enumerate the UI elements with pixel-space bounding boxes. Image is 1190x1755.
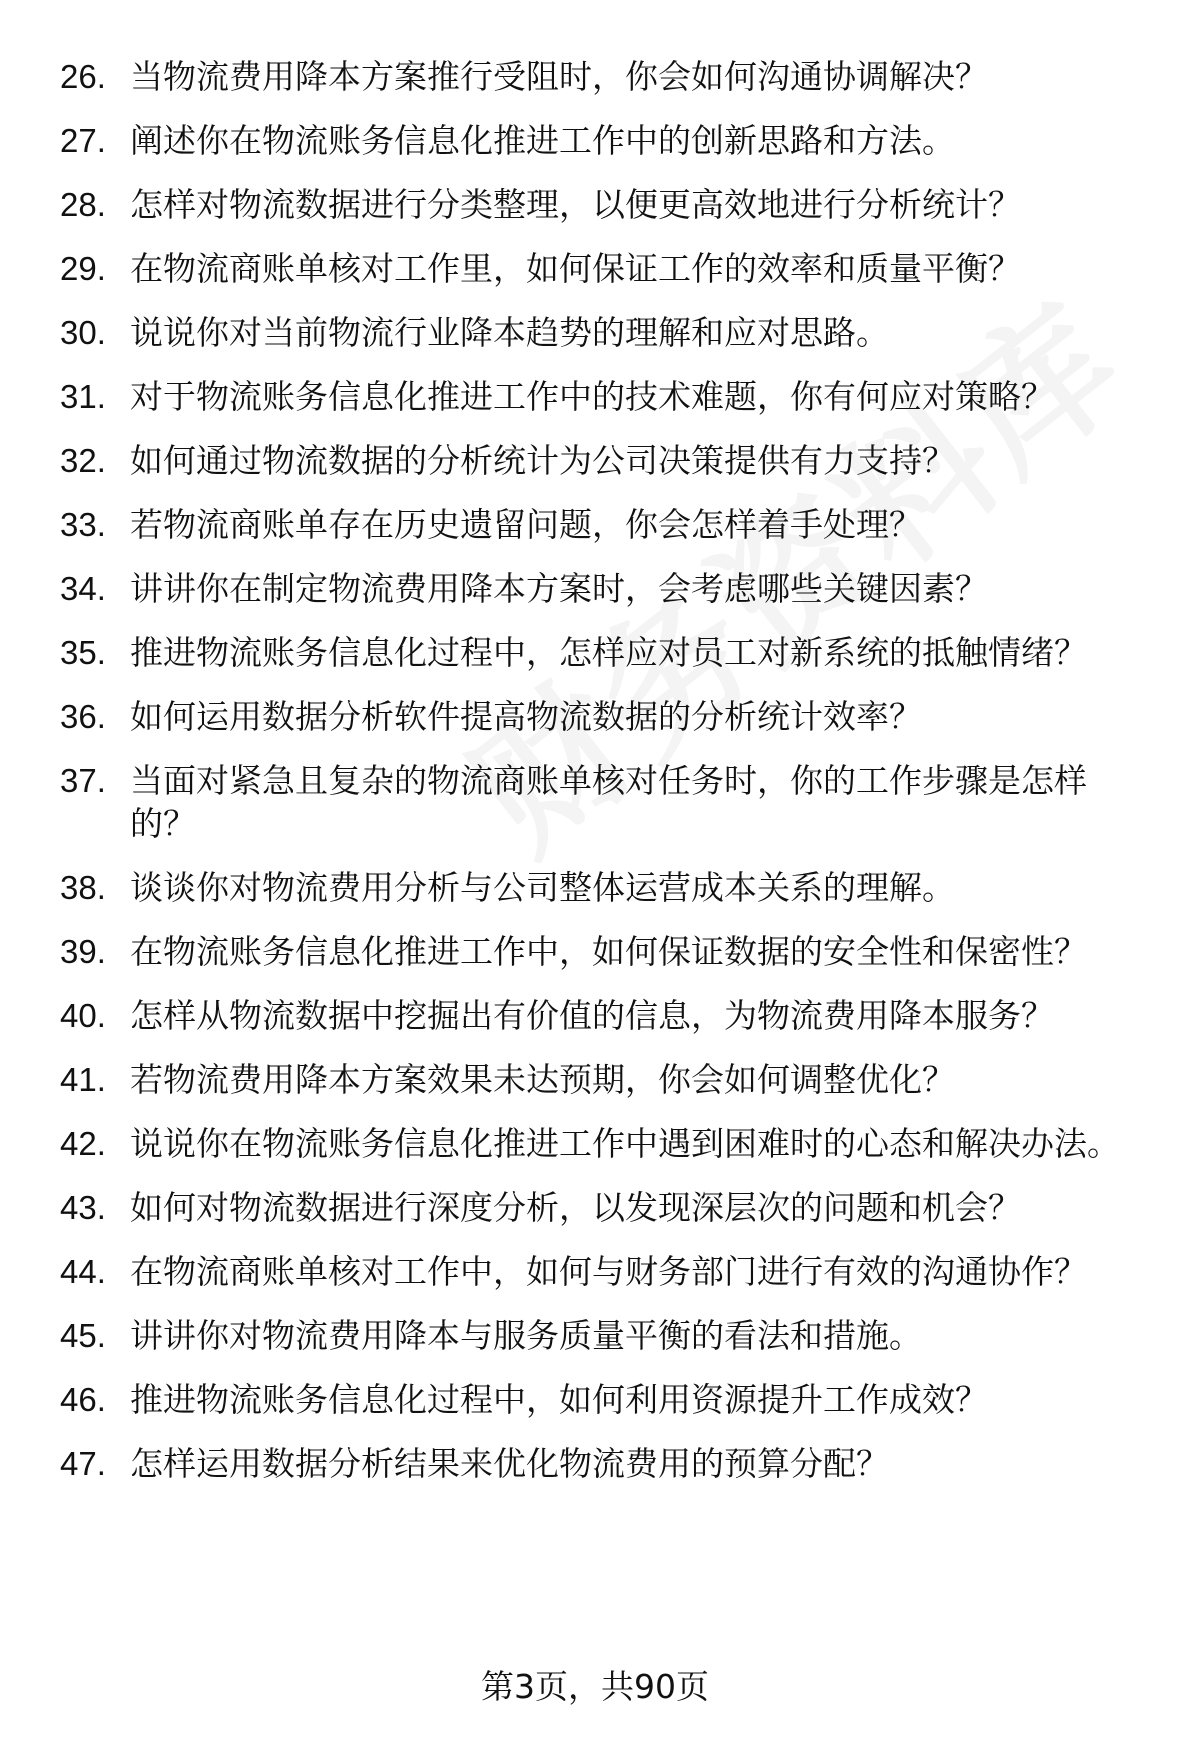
question-text: 推进物流账务信息化过程中，怎样应对员工对新系统的抵触情绪？ (130, 633, 1087, 672)
question-item (0, 1442, 1190, 1485)
question-item (0, 567, 1190, 610)
question-number: 45. (60, 1317, 106, 1354)
question-item (0, 311, 1190, 354)
question-item (0, 631, 1190, 674)
question-item (0, 866, 1190, 909)
question-item (0, 439, 1190, 482)
question-item (0, 759, 1190, 845)
question-number: 44. (60, 1253, 106, 1290)
question-text: 如何运用数据分析软件提高物流数据的分析统计效率？ (130, 697, 922, 736)
question-item (0, 994, 1190, 1037)
question-number: 33. (60, 506, 106, 543)
question-text: 对于物流账务信息化推进工作中的技术难题，你有何应对策略？ (130, 377, 1054, 416)
question-item (0, 119, 1190, 162)
question-text: 如何对物流数据进行深度分析，以发现深层次的问题和机会？ (130, 1188, 1021, 1227)
question-item (0, 1058, 1190, 1101)
question-text: 谈谈你对物流费用分析与公司整体运营成本关系的理解。 (130, 868, 955, 907)
question-item (0, 1186, 1190, 1229)
page-number-label: 第3页，共90页 (481, 1667, 709, 1706)
question-text: 说说你在物流账务信息化推进工作中遇到困难时的心态和解决办法。 (130, 1124, 1120, 1163)
question-number: 32. (60, 442, 106, 479)
question-item (0, 695, 1190, 738)
question-number: 36. (60, 698, 106, 735)
question-item (0, 1250, 1190, 1293)
question-item (0, 1314, 1190, 1357)
question-text: 怎样从物流数据中挖掘出有价值的信息，为物流费用降本服务？ (130, 996, 1054, 1035)
question-number: 42. (60, 1125, 106, 1162)
page-footer (0, 1665, 1190, 1708)
question-number: 47. (60, 1445, 106, 1482)
question-number: 30. (60, 314, 106, 351)
question-item (0, 1378, 1190, 1421)
question-text: 推进物流账务信息化过程中，如何利用资源提升工作成效？ (130, 1380, 988, 1419)
question-number: 29. (60, 250, 106, 287)
question-text: 若物流商账单存在历史遗留问题，你会怎样着手处理？ (130, 505, 922, 544)
question-number: 35. (60, 634, 106, 671)
question-number: 27. (60, 122, 106, 159)
question-text: 当物流费用降本方案推行受阻时，你会如何沟通协调解决？ (130, 57, 988, 96)
question-text: 讲讲你对物流费用降本与服务质量平衡的看法和措施。 (130, 1316, 922, 1355)
question-item (0, 183, 1190, 226)
question-text: 阐述你在物流账务信息化推进工作中的创新思路和方法。 (130, 121, 955, 160)
question-item (0, 247, 1190, 290)
question-text: 怎样运用数据分析结果来优化物流费用的预算分配？ (130, 1444, 889, 1483)
question-number: 26. (60, 58, 106, 95)
question-number: 46. (60, 1381, 106, 1418)
question-text: 若物流费用降本方案效果未达预期，你会如何调整优化？ (130, 1060, 955, 1099)
question-list (0, 55, 1190, 1506)
question-item (0, 930, 1190, 973)
question-number: 38. (60, 869, 106, 906)
question-number: 34. (60, 570, 106, 607)
question-text: 如何通过物流数据的分析统计为公司决策提供有力支持？ (130, 441, 955, 480)
question-number: 40. (60, 997, 106, 1034)
question-item (0, 503, 1190, 546)
question-number: 37. (60, 762, 106, 799)
question-number: 31. (60, 378, 106, 415)
question-text: 讲讲你在制定物流费用降本方案时，会考虑哪些关键因素？ (130, 569, 988, 608)
question-number: 39. (60, 933, 106, 970)
question-number: 28. (60, 186, 106, 223)
question-text: 当面对紧急且复杂的物流商账单核对任务时，你的工作步骤是怎样的？ (130, 761, 1087, 843)
question-item (0, 55, 1190, 98)
question-text: 在物流商账单核对工作中，如何与财务部门进行有效的沟通协作？ (130, 1252, 1087, 1291)
question-item (0, 375, 1190, 418)
question-item (0, 1122, 1190, 1165)
question-number: 43. (60, 1189, 106, 1226)
question-number: 41. (60, 1061, 106, 1098)
question-text: 怎样对物流数据进行分类整理，以便更高效地进行分析统计？ (130, 185, 1021, 224)
question-text: 在物流商账单核对工作里，如何保证工作的效率和质量平衡？ (130, 249, 1021, 288)
question-text: 说说你对当前物流行业降本趋势的理解和应对思路。 (130, 313, 889, 352)
question-text: 在物流账务信息化推进工作中，如何保证数据的安全性和保密性？ (130, 932, 1087, 971)
